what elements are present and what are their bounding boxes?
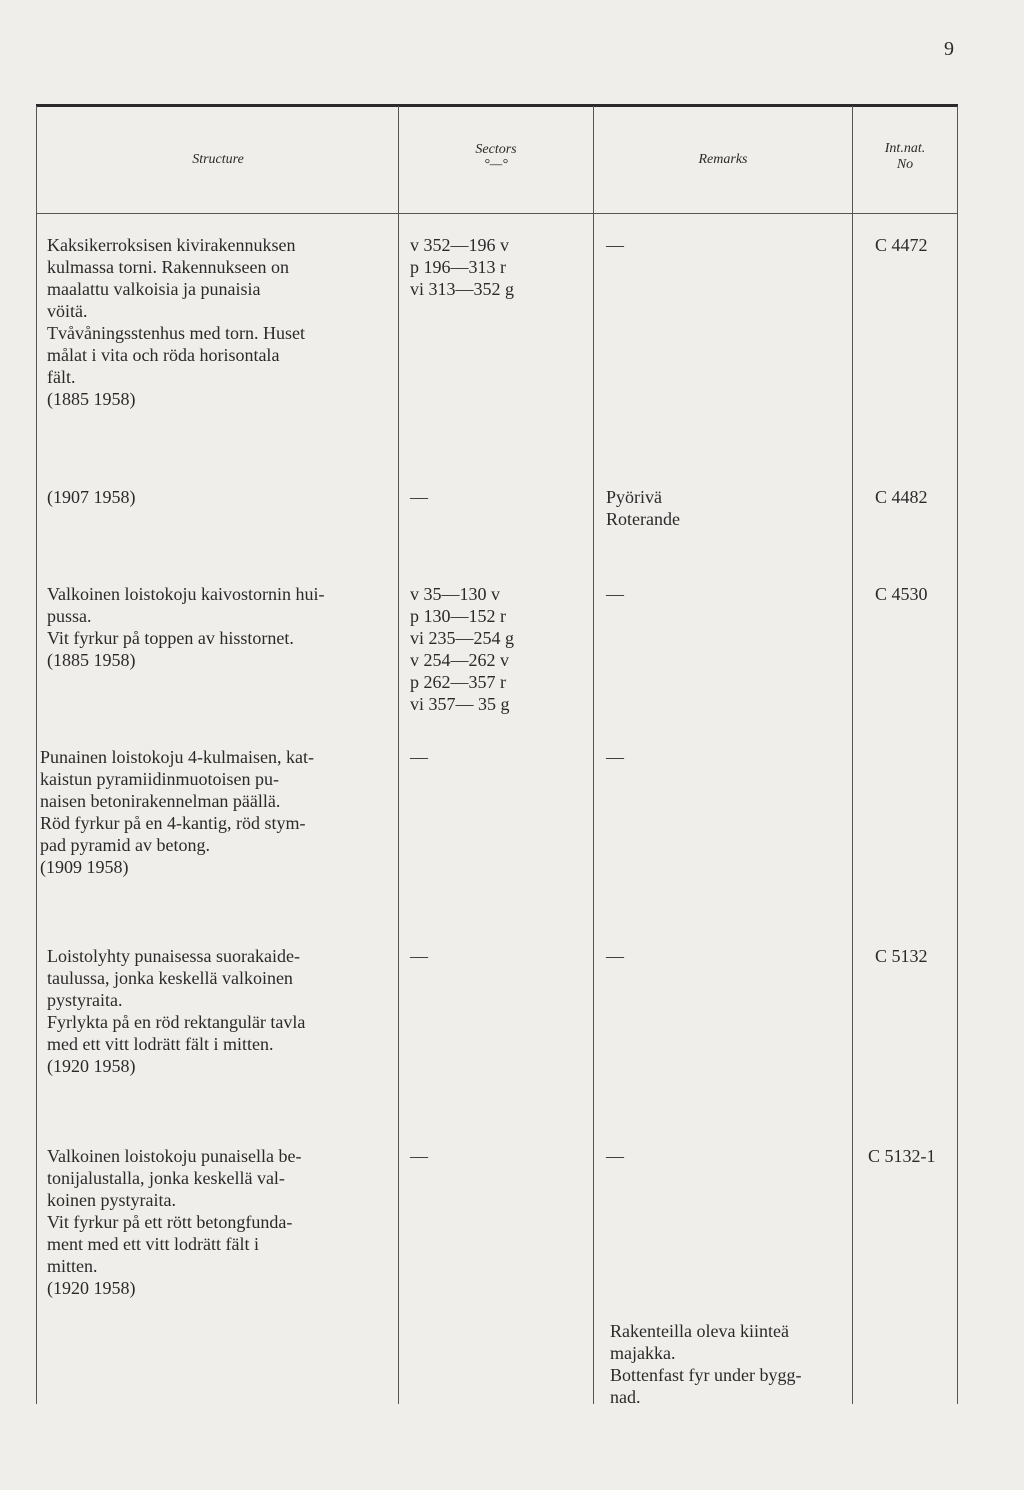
header-sectors-unit: °—° [484,157,508,172]
header-structure: Structure [192,152,244,167]
header-remarks: Remarks [698,152,748,167]
row3-intnat: C 4530 [875,584,928,604]
row4-remarks: — [606,747,624,767]
column-divider-left [36,106,37,1404]
row5-remarks: — [606,946,624,966]
column-divider-sectors [593,106,594,1404]
row1-intnat: C 4472 [875,235,928,255]
column-divider-remarks [852,106,853,1404]
row3-sectors: v 35—130 v p 130—152 r vi 235—254 g v 254—262 v p 262—357 r vi 357— 35 g [410,584,515,714]
row2-intnat: C 4482 [875,487,928,507]
row6-remarks: — [606,1146,624,1166]
column-divider-right [957,106,958,1404]
header-sectors: Sectors [475,142,517,157]
row1-structure: Kaksikerroksisen kivirakennuksen kulmassa torni. Rakennukseen on maalattu valkoisia ja punaisia vöitä. Tvåvåningsstenhus med torn. Huset målat i vita och röda horisontala fält. (1885 1958) [47,235,305,409]
row5-intnat: C 5132 [875,946,928,966]
row3-remarks: — [606,584,624,604]
row5-structure: Loistolyhty punaisessa suorakaide- taulussa, jonka keskellä valkoinen pystyraita. Fyrlykta på en röd rektangulär tavla med ett vitt lodrätt fält i mitten. (1920 1958) [47,946,306,1076]
row6-sectors: — [410,1146,428,1166]
row1-remarks: — [606,235,624,255]
row5-sectors: — [410,946,428,966]
row2-structure: (1907 1958) [47,487,136,507]
row4-structure: Punainen loistokoju 4-kulmaisen, kat- kaistun pyramiidinmuotoisen pu- naisen betonirakennelman päällä. Röd fyrkur på en 4-kantig, röd stym- pad pyramid av betong. (1909 1958) [40,747,314,877]
row7-remarks: Rakenteilla oleva kiinteä majakka. Bottenfast fyr under bygg- nad. [610,1321,802,1407]
header-intnat-no: No [896,157,914,172]
row2-remarks: Pyörivä Roterande [606,487,680,529]
row3-structure: Valkoinen loistokoju kaivostornin hui- pussa. Vit fyrkur på toppen av hisstornet. (1885 1958) [47,584,325,670]
row4-sectors: — [410,747,428,767]
header-intnat: Int.nat. [884,141,926,156]
table-top-rule [36,104,958,107]
row6-intnat: C 5132-1 [868,1146,936,1166]
row6-structure: Valkoinen loistokoju punaisella be- tonijalustalla, jonka keskellä val- koinen pystyraita. Vit fyrkur på ett rött betongfunda- ment med ett vitt lodrätt fält i mitten. (1920 1958) [47,1146,302,1298]
row2-sectors: — [410,487,428,507]
table-header-rule [36,213,958,214]
page-number: 9 [944,38,954,60]
column-divider-structure [398,106,399,1404]
row1-sectors: v 352—196 v p 196—313 r vi 313—352 g [410,235,515,299]
